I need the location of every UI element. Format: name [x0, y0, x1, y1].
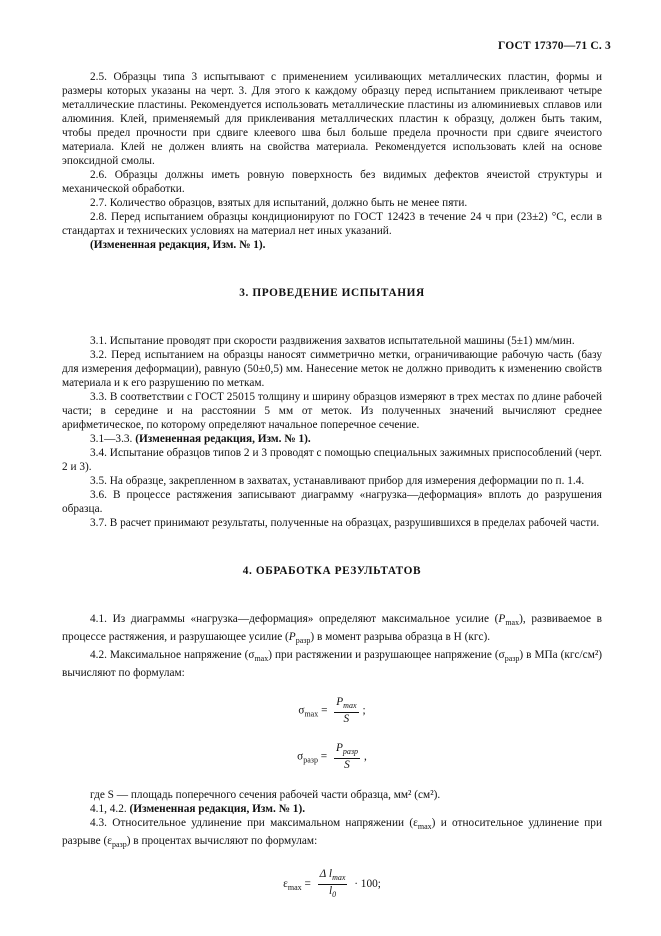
edit-note-3: [62, 432, 602, 446]
paragraph-3-5: 3.5. На образце, закрепленном в захватах, устанавливают прибор для измерения деформации по п. 1.4.: [90, 475, 585, 487]
fraction-sigma-razr: $\frac{P_{разр}}{S}$: [335, 742, 359, 771]
paragraph-4-2: 4.2. Максимальное напряжение $(\sigma_{max})$ при растяжении и разрушающее напряжение $(\sigma_{разр})$ в МПа (кгс/см²) вычисляют по формулам:: [62, 649, 602, 679]
paragraph-2-8: 2.8. Перед испытанием образцы кондиционируют по ГОСТ 12423 в течение 24 ч при (23±2) °С, если в стандартах и технических условиях на материал нет иных указаний.: [62, 211, 602, 237]
paragraph-4-1: 4.1. Из диаграммы «нагрузка—деформация» определяют максимальное усилие $(P_{max})$, развиваемое в процессе растяжения, и разрушающее усилие $(P_{разр})$ в момент разрыва образца в Н (кгс).: [62, 613, 602, 645]
paragraph-2-5: 2.5. Образцы типа 3 испытывают с применением усиливающих металлических пластин, формы и размеры которых указаны на черт. 3. Для этого к каждому образцу перед испытанием приклеивают четыре металлические пластины. Рекомендуется использовать металлические пластины из алюминиевых сплавов или алюминия. Клей, применяемый для приклеивания металлических пластин к образцу, должен быть таким, чтобы предел прочности при сдвиге клеевого шва был больше предела прочности при сдвиге ячеистого материала. Клей не должен влиять на свойства материала. Рекомендуется использовать клей на основе эпоксидной смолы.: [62, 71, 602, 167]
paragraph-4-3: 4.3. Относительное удлинение при максимальном напряжении $(\varepsilon_{max})$ и относительное удлинение при разрыве $(\varepsilon_{разр})$ в процентах вычисляют по формулам:: [62, 817, 603, 849]
paragraph-3-3: 3.3. В соответствии с ГОСТ 25015 толщину и ширину образцов измеряют в трех местах по длине рабочей части; в середине и на расстоянии 5 мм от меток. Из полученных значений вычисляют среднее арифметическое, по которому определяют начальное поперечное сечение.: [62, 391, 602, 431]
paragraph-3-1: 3.1. Испытание проводят при скорости раздвижения захватов испытательной машины (5±1) мм/мин.: [90, 335, 575, 347]
formula-eps-max: $\varepsilon_{max}$ = $\frac{\Delta l_{max}}{l_0}$ · 100;: [283, 868, 381, 899]
formula-sigma-razr: $\sigma_{разр}$ = $\frac{P_{разр}}{S}$ ,: [297, 742, 367, 771]
paragraph-3-2: 3.2. Перед испытанием на образцы наносят симметрично метки, ограничивающие рабочую часть (базу для измерения деформации), равную (50±0,5) мм. Нанесение меток не должно приводить к изменению свойств материала и к его разрушению по меткам.: [62, 349, 602, 389]
edit-note-3-prefix: 3.1—3.3.: [90, 433, 133, 445]
paragraph-3-7: 3.7. В расчет принимают результаты, полученные на образцах, разрушившихся в пределах рабочей части.: [90, 517, 600, 529]
section-4-heading: 4. ОБРАБОТКА РЕЗУЛЬТАТОВ: [242, 565, 422, 577]
paragraph-2-7: 2.7. Количество образцов, взятых для испытаний, должно быть не менее пяти.: [90, 197, 468, 209]
paragraph-3-6: 3.6. В процессе растяжения записывают диаграмму «нагрузка—деформация» вплоть до разрушения образца.: [62, 489, 602, 515]
paragraph-where-s: где S — площадь поперечного сечения рабочей части образца, мм² (см²).: [90, 789, 441, 801]
section-3-heading: 3. ПРОВЕДЕНИЕ ИСПЫТАНИЯ: [239, 287, 425, 299]
edit-note-3-text: (Измененная редакция, Изм. № 1).: [135, 433, 311, 445]
paragraph-3-4: 3.4. Испытание образцов типов 2 и 3 проводят с помощью специальных зажимных приспособлений (черт. 2 и 3).: [62, 447, 602, 473]
fraction-eps-max: $\frac{\Delta l_{max}}{l_0}$: [319, 868, 346, 899]
edit-note-4: 4.1, 4.2. (Измененная редакция, Изм. № 1).: [90, 803, 306, 815]
document-body: [62, 70, 602, 901]
page-header: ГОСТ 17370—71 С. 3: [498, 40, 611, 52]
formula-sigma-max: $\sigma_{max}$ = $\frac{P_{max}}{S}$ ;: [298, 696, 366, 725]
edit-note-2: (Измененная редакция, Изм. № 1).: [90, 239, 266, 251]
paragraph-2-6: 2.6. Образцы должны иметь ровную поверхность без видимых дефектов ячеистой структуры и механической обработки.: [62, 169, 602, 195]
fraction-sigma-max: $\frac{P_{max}}{S}$: [336, 696, 357, 725]
